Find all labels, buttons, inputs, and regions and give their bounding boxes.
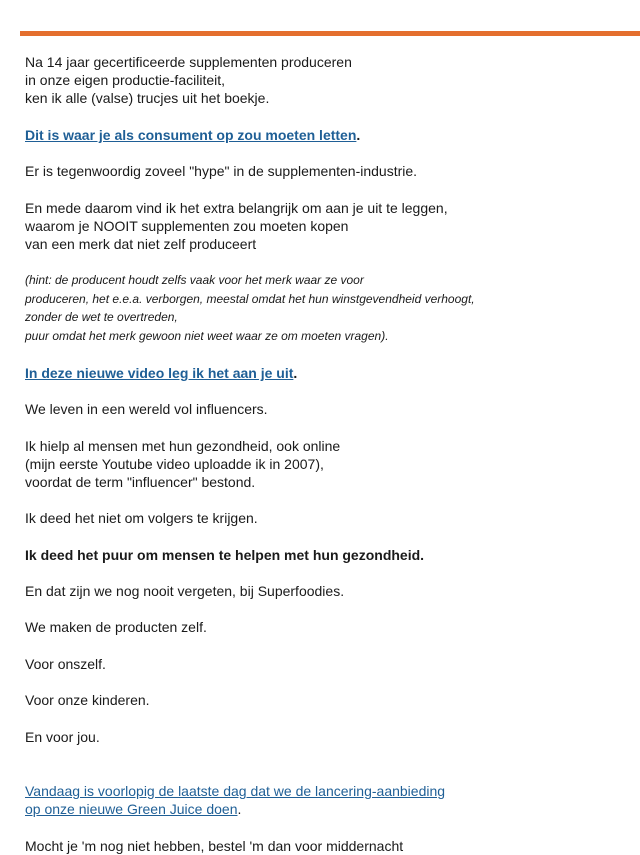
hint-line: (hint: de producent houdt zelfs vaak voor het merk waar ze voor [25, 273, 364, 287]
order-paragraph: Mocht je 'm nog niet hebben, bestel 'm dan voor middernacht [25, 838, 404, 854]
explain-paragraph [25, 199, 448, 254]
offer-link-line: op onze nieuwe Green Juice doen [25, 801, 238, 818]
green-juice-offer-link[interactable] [25, 783, 445, 817]
explain-line: van een merk dat niet zelf produceert [25, 236, 257, 253]
hint-line: produceren, het e.e.a. verborgen, meestal omdat het hun winstgevendheid verhoogt, [25, 291, 475, 306]
hint-paragraph [25, 271, 475, 345]
period: . [237, 801, 242, 818]
intro-line: ken ik alle (valse) trucjes uit het boekje. [25, 90, 270, 107]
hype-paragraph: Er is tegenwoordig zoveel "hype" in de supplementen-industrie. [25, 163, 418, 179]
history-line: Ik hielp al mensen met hun gezondheid, ook online [25, 438, 341, 454]
explain-line: waarom je NOOIT supplementen zou moeten kopen [25, 218, 349, 235]
intro-paragraph [25, 53, 352, 108]
influencers-paragraph: We leven in een wereld vol influencers. [25, 401, 268, 417]
never-forget-paragraph: En dat zijn we nog nooit vergeten, bij Superfoodies. [25, 583, 345, 599]
video-link[interactable]: In deze nieuwe video leg ik het aan je uit [25, 365, 294, 381]
offer-link-line: Vandaag is voorlopig de laatste dag dat we de lancering-aanbieding [25, 783, 446, 799]
purpose-paragraph: Ik deed het puur om mensen te helpen met hun gezondheid. [25, 547, 425, 563]
make-self-paragraph: We maken de producten zelf. [25, 619, 207, 635]
history-line: voordat de term "influencer" bestond. [25, 474, 256, 491]
history-paragraph [25, 437, 340, 492]
for-kids-paragraph: Voor onze kinderen. [25, 692, 150, 708]
intro-line: in onze eigen productie-faciliteit, [25, 72, 226, 89]
period: . [293, 365, 298, 381]
offer-link-paragraph [25, 782, 445, 818]
hint-line: zonder de wet te overtreden, [25, 310, 178, 325]
intro-line: Na 14 jaar gecertificeerde supplementen produceren [25, 54, 352, 70]
for-you-paragraph: En voor jou. [25, 729, 100, 745]
history-line: (mijn eerste Youtube video uploadde ik in 2007), [25, 456, 324, 473]
accent-bar [20, 31, 640, 36]
consumer-tips-link[interactable]: Dit is waar je als consument op zou moeten letten [25, 127, 357, 143]
for-self-paragraph: Voor onszelf. [25, 656, 106, 672]
video-link-paragraph [25, 364, 297, 382]
consumer-link-paragraph [25, 126, 360, 144]
hint-line: puur omdat het merk gewoon niet weet waar ze om moeten vragen). [25, 328, 389, 343]
followers-paragraph: Ik deed het niet om volgers te krijgen. [25, 510, 258, 526]
explain-line: En mede daarom vind ik het extra belangrijk om aan je uit te leggen, [25, 200, 448, 216]
period: . [356, 127, 361, 143]
